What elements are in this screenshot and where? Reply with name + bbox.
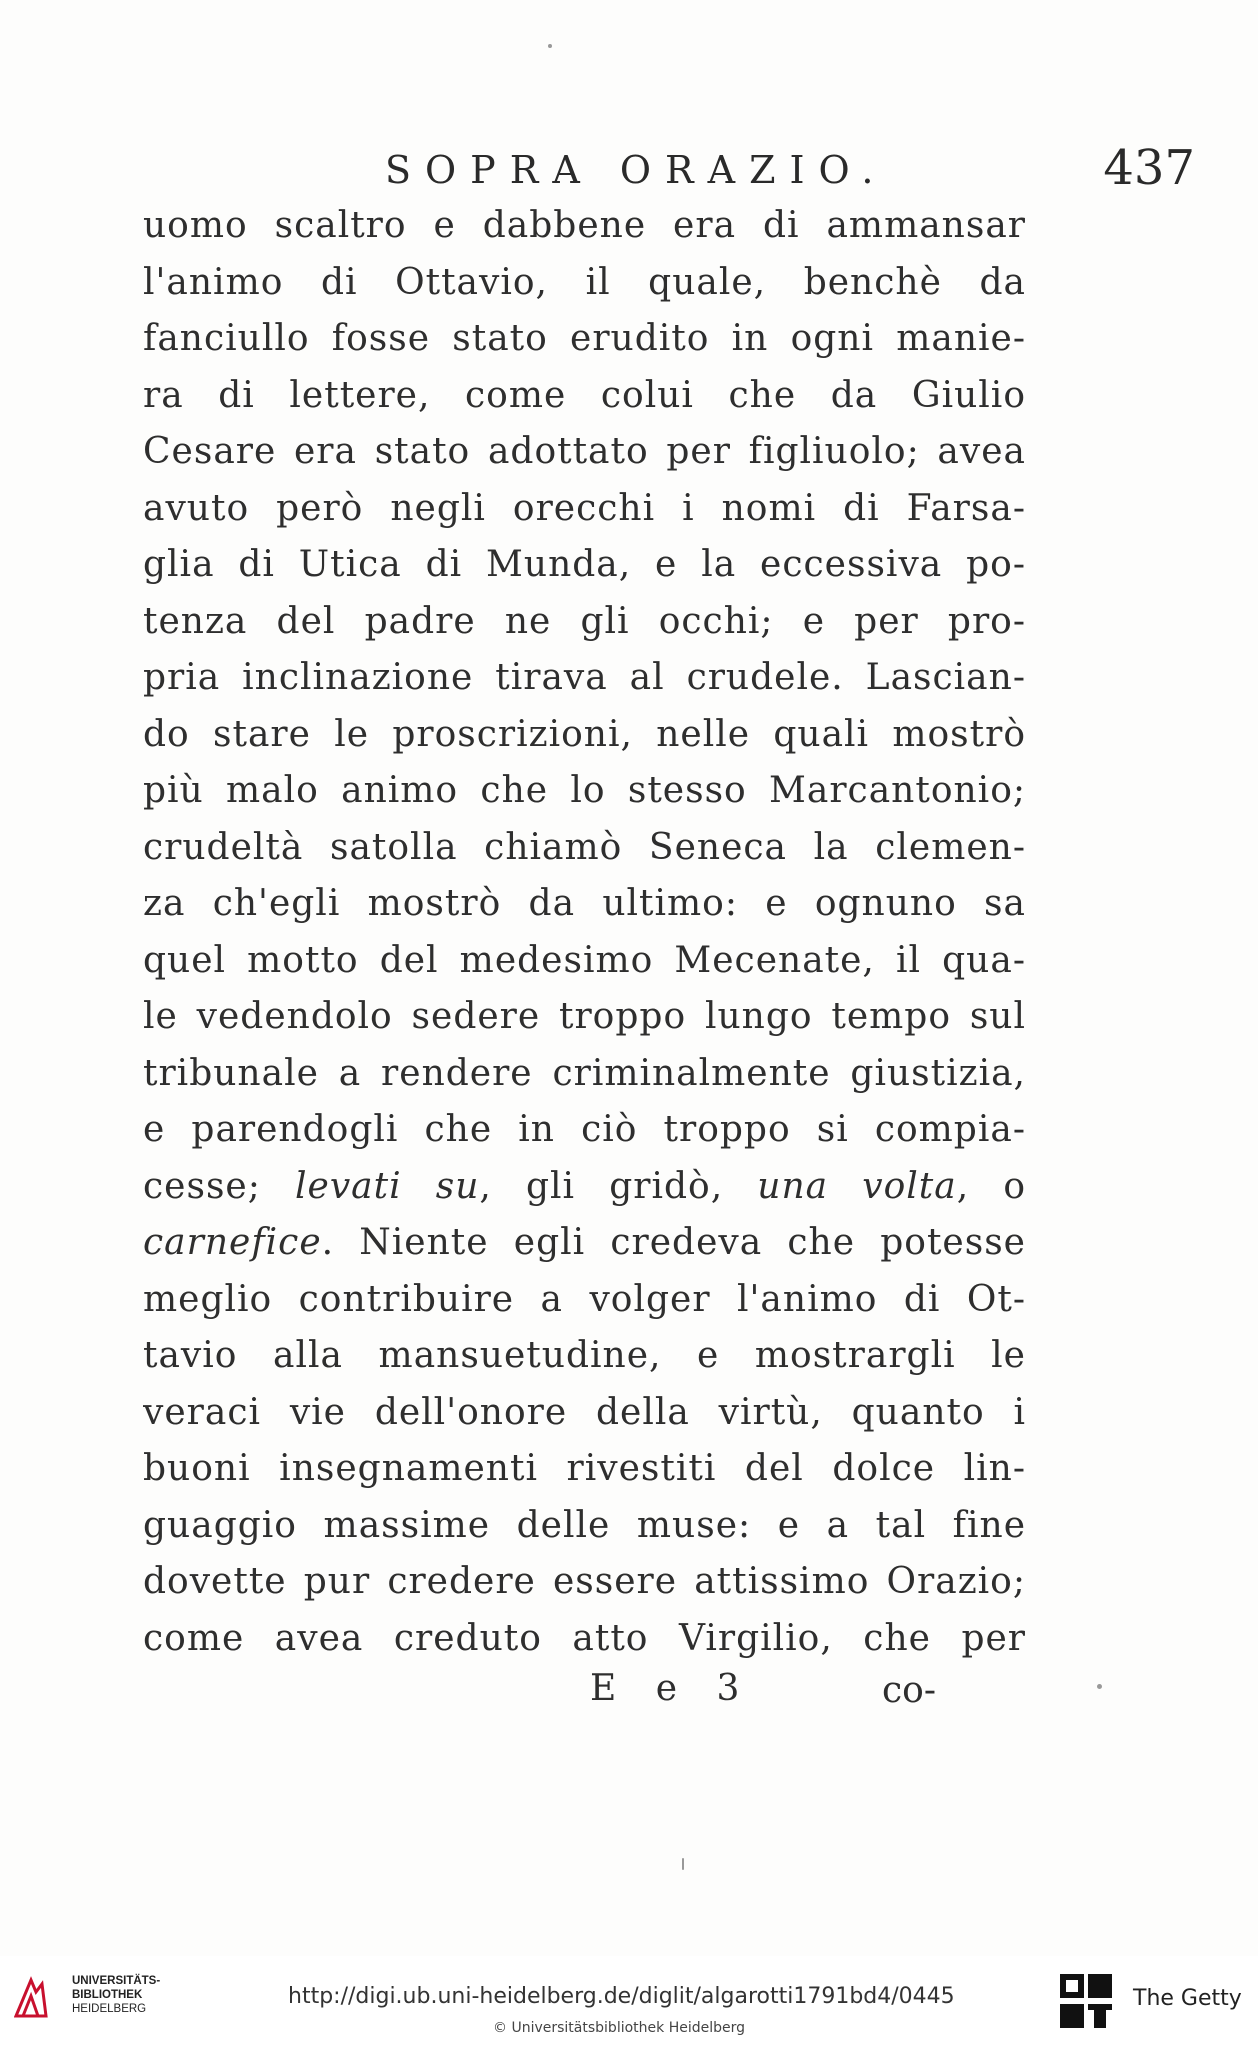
italic-phrase: carnefice (143, 1222, 322, 1263)
italic-phrase: levati su (295, 1165, 480, 1207)
library-name (72, 1974, 160, 2016)
getty-logo-icon (1058, 1972, 1114, 2032)
library-name-line: BIBLIOTHEK (72, 1989, 143, 2001)
text-line: guaggio massime delle muse: e a tal fine (143, 1504, 1026, 1546)
text-line: buoni insegnamenti rivestiti del dolce lin- (143, 1448, 1026, 1489)
university-library-logo-icon (14, 1976, 48, 2018)
line-segment: , gli gridò, (479, 1165, 758, 1207)
digitization-url-link[interactable]: http://digi.ub.uni-heidelberg.de/diglit/algarotti1791bd4/0445 (288, 1984, 955, 2009)
text-line: l'animo di Ottavio, il quale, benchè da (143, 261, 1026, 303)
signature-mark: E e 3 (590, 1668, 754, 1709)
text-line: glia di Utica di Munda, e la eccessiva po- (143, 544, 1026, 585)
text-line: ra di lettere, come colui che da Giulio (143, 374, 1026, 416)
line-segment: . Niente egli credeva che potesse (321, 1222, 1026, 1263)
text-line: tavio alla mansuetudine, e mostrargli le (143, 1335, 1026, 1376)
catchword: co- (882, 1670, 936, 1711)
line-segment: , o (956, 1165, 1026, 1207)
catchline (0, 1668, 1258, 1728)
footer-bar (0, 1956, 1258, 2047)
text-line: più malo animo che lo stesso Marcantonio; (143, 770, 1026, 811)
text-line: tribunale a rendere criminalmente giustizia, (143, 1052, 1026, 1094)
text-line: za ch'egli mostrò da ultimo: e ognuno sa (143, 883, 1026, 924)
text-line: fanciullo fosse stato erudito in ogni manie- (143, 318, 1026, 359)
text-line: tenza del padre ne gli occhi; e per pro- (143, 600, 1026, 642)
running-title: SOPRA ORAZIO. (385, 148, 888, 192)
body-text (143, 198, 1026, 1667)
text-line: Cesare era stato adottato per figliuolo; avea (143, 431, 1026, 472)
text-line: meglio contribuire a volger l'animo di Ot- (143, 1278, 1026, 1320)
text-line-mixed (143, 1159, 1026, 1216)
text-line: e parendogli che in ciò troppo si compia- (143, 1109, 1026, 1150)
getty-name: The Getty (1133, 1986, 1242, 2011)
italic-phrase: una volta (757, 1165, 957, 1207)
paper-speck (682, 1858, 684, 1870)
text-line: le vedendolo sedere troppo lungo tempo sul (143, 996, 1026, 1037)
text-line: uomo scaltro e dabbene era di ammansar (143, 205, 1026, 246)
library-name-line: UNIVERSITÄTS- (72, 1975, 161, 1987)
page-number: 437 (1103, 140, 1195, 196)
text-line: veraci vie dell'onore della virtù, quanto i (143, 1391, 1026, 1433)
copyright-notice: © Universitätsbibliothek Heidelberg (493, 2020, 746, 2036)
paper-speck (1097, 1684, 1102, 1689)
library-name-line: HEIDELBERG (72, 2003, 147, 2015)
text-line-mixed (143, 1215, 1026, 1272)
paper-speck (548, 44, 552, 48)
text-line: pria inclinazione tirava al crudele. Lascian- (143, 657, 1026, 698)
text-line: crudeltà satolla chiamò Seneca la clemen- (143, 826, 1026, 868)
line-segment: cesse; (143, 1165, 295, 1207)
text-line: come avea creduto atto Virgilio, che per (143, 1617, 1026, 1659)
text-line: dovette pur credere essere attissimo Orazio; (143, 1561, 1026, 1602)
text-line: avuto però negli orecchi i nomi di Farsa- (143, 487, 1026, 529)
text-line: do stare le proscrizioni, nelle quali mostrò (143, 713, 1026, 755)
running-head (385, 140, 1195, 198)
text-line: quel motto del medesimo Mecenate, il qua- (143, 939, 1026, 981)
